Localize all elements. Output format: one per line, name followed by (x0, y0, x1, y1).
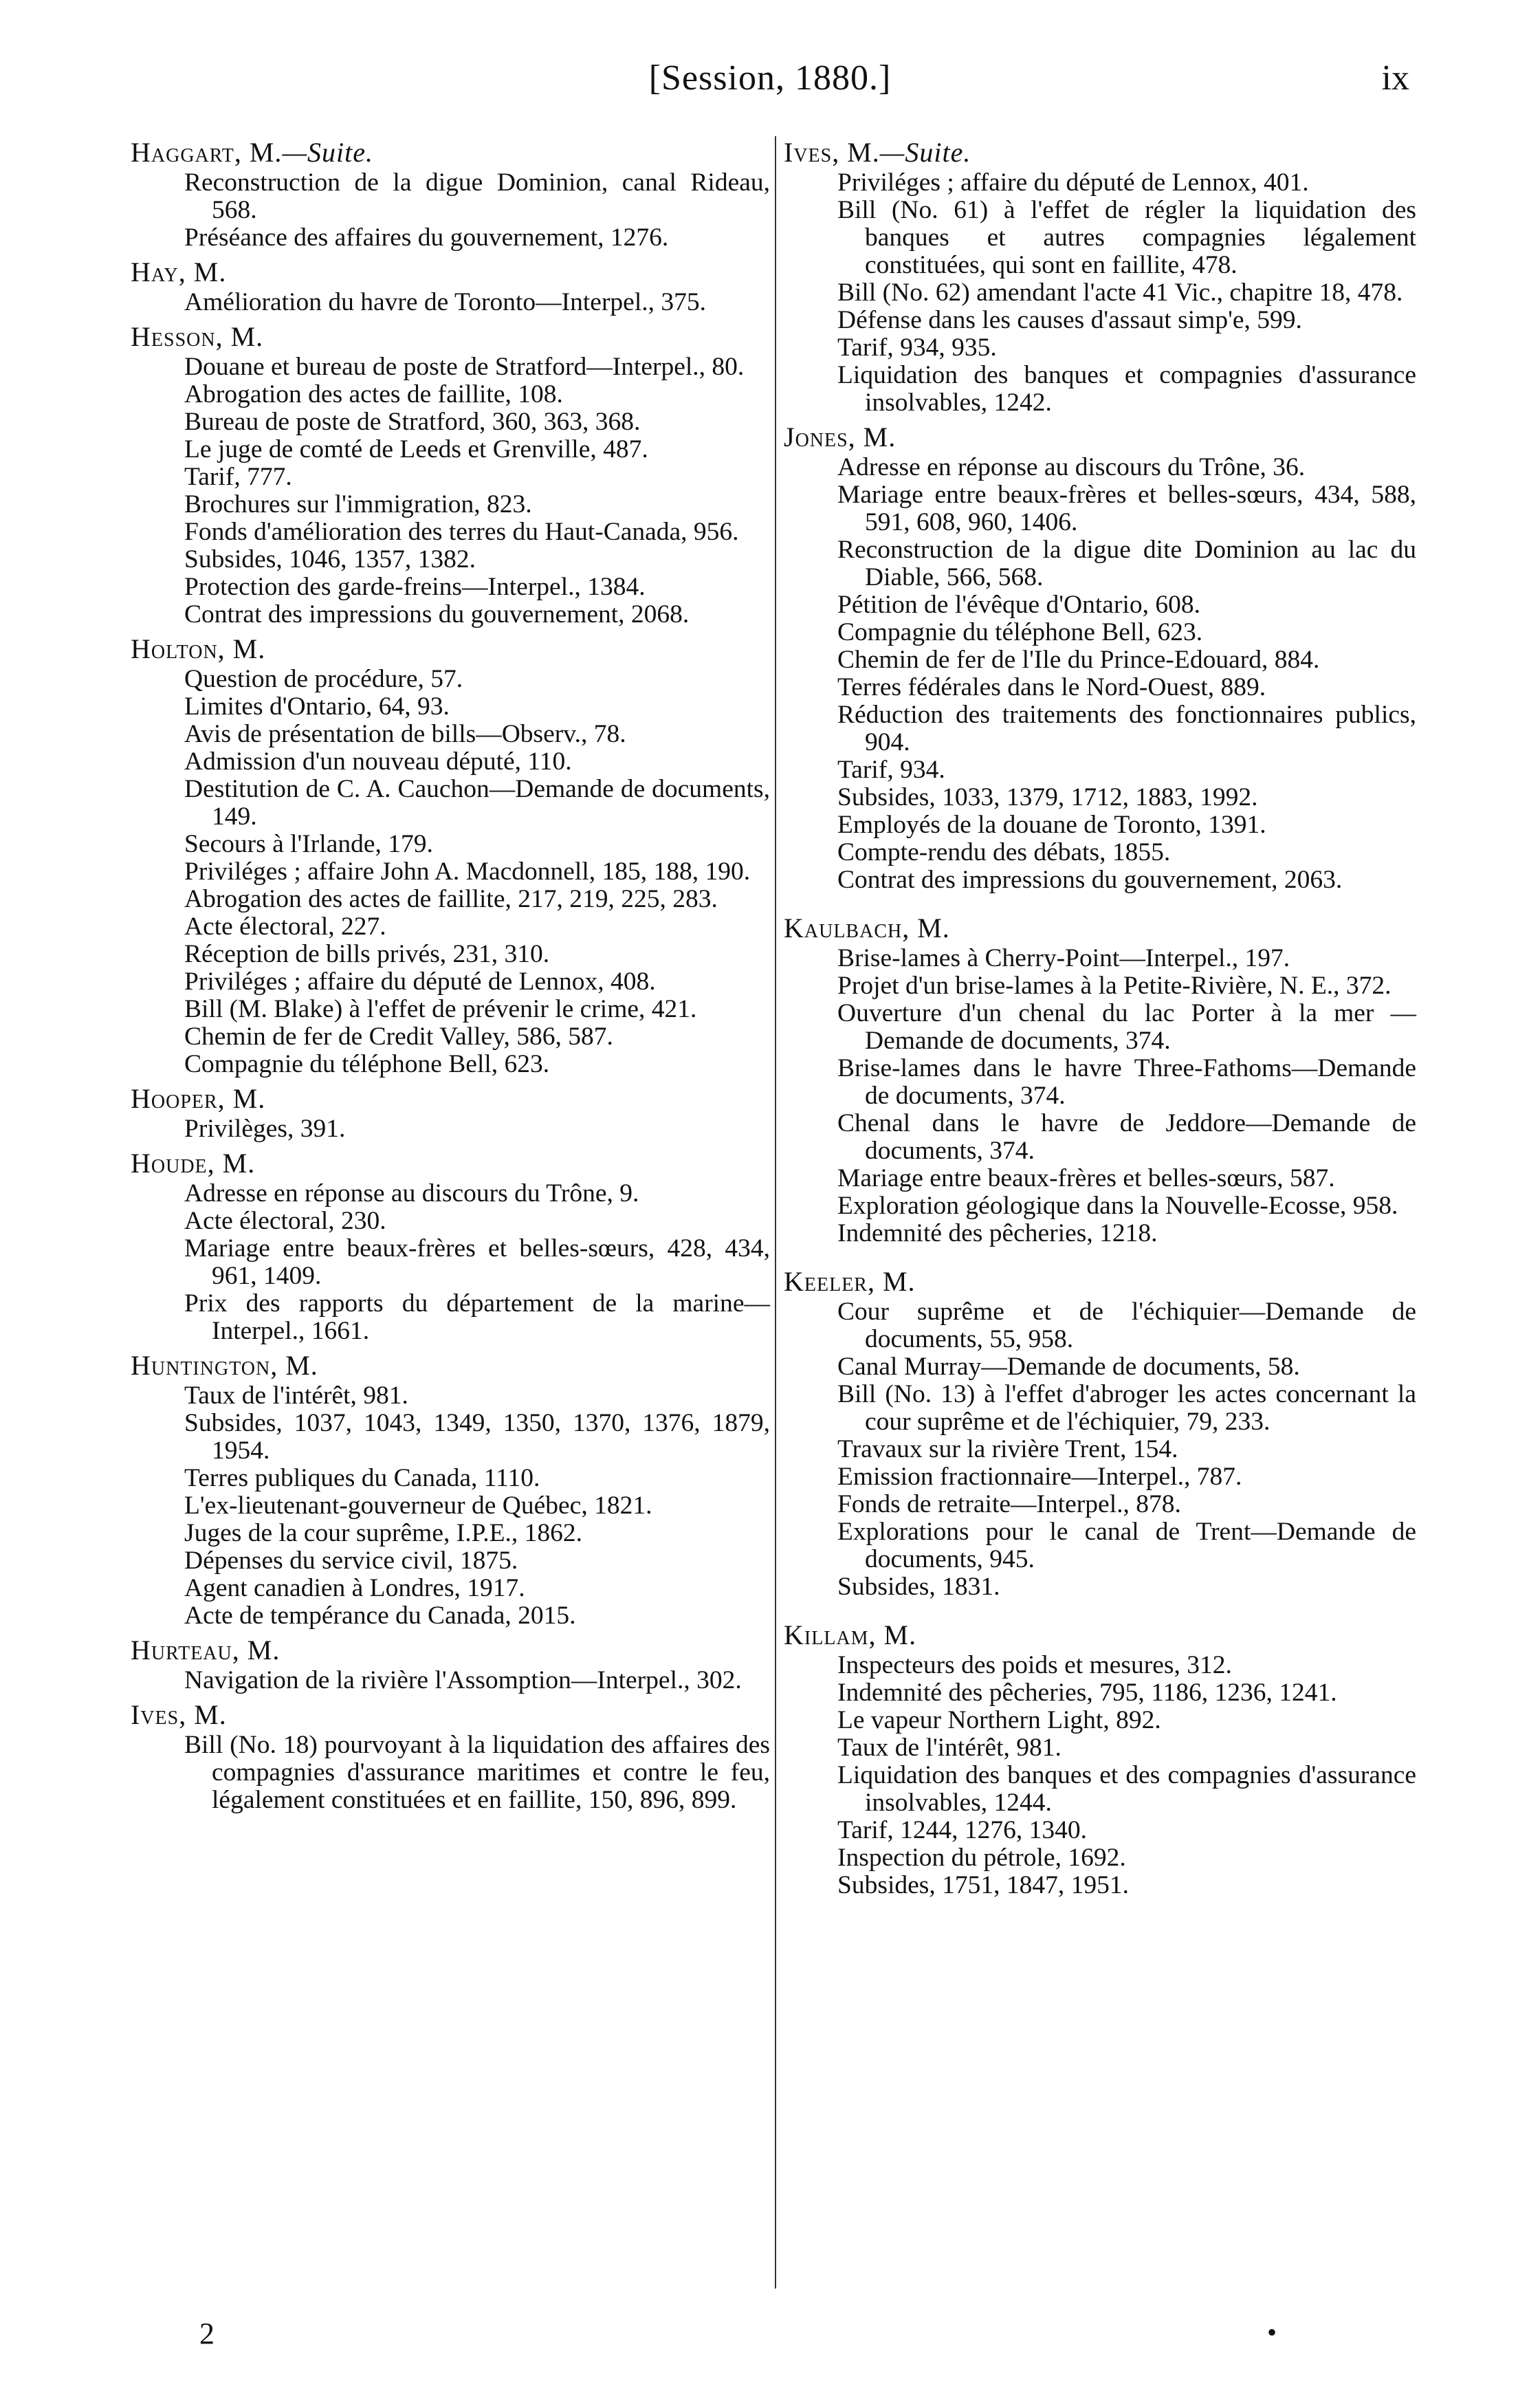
entry-item: Priviléges ; affaire du député de Lennox, 401. (837, 168, 1309, 197)
index-entry (784, 136, 1416, 417)
entry-name (131, 1634, 770, 1667)
entry-item: Projet d'un brise-lames à la Petite-Rivière, N. E., 372. (837, 972, 1392, 1000)
index-entry (784, 1265, 1416, 1601)
entry-name (131, 256, 770, 289)
entry-item: Mariage entre beaux-frères et belles-sœurs, 587. (837, 1164, 1335, 1192)
right-column (784, 136, 1416, 1899)
member-name: Killam, M. (784, 1619, 917, 1650)
entry-item: Prix des rapports du département de la marine—Interpel., 1661. (184, 1289, 770, 1345)
index-entry (131, 256, 770, 316)
entry-item: Réception de bills privés, 231, 310. (184, 940, 550, 968)
entry-item: Subsides, 1046, 1357, 1382. (184, 545, 476, 574)
entry-item: Tarif, 934. (837, 756, 945, 784)
entry-item: Bill (M. Blake) à l'effet de prévenir le crime, 421. (184, 995, 697, 1023)
entry-item: Reconstruction de la digue Dominion, canal Rideau, 568. (184, 168, 770, 224)
entry-item: Terres publiques du Canada, 1110. (184, 1464, 540, 1492)
entry-item: Juges de la cour suprême, I.P.E., 1862. (184, 1519, 583, 1547)
entry-item: Emission fractionnaire—Interpel., 787. (837, 1463, 1242, 1491)
member-name: Hurteau, M. (131, 1635, 280, 1666)
entry-item: Terres fédérales dans le Nord-Ouest, 889. (837, 673, 1266, 701)
index-entry (131, 1634, 770, 1694)
entry-item: Priviléges ; affaire du député de Lennox, 408. (184, 968, 656, 996)
entry-name (784, 1619, 1416, 1652)
entry-item: Brise-lames dans le havre Three-Fathoms—Demande de documents, 374. (837, 1054, 1416, 1110)
session-title: [Session, 1880.] (648, 58, 892, 98)
index-entry (131, 1082, 770, 1143)
entry-item: Tarif, 1244, 1276, 1340. (837, 1816, 1087, 1844)
entry-item: Préséance des affaires du gouvernement, 1276. (184, 223, 669, 252)
member-name: Haggart, M. (131, 137, 283, 168)
member-name: Jones, M. (784, 422, 896, 452)
index-entry (131, 1699, 770, 1814)
suite-label: —Suite. (282, 137, 373, 168)
entry-item: Défense dans les causes d'assaut simp'e, 599. (837, 306, 1302, 334)
entry-item: Acte électoral, 230. (184, 1207, 386, 1235)
member-name: Ives, M. (131, 1699, 227, 1730)
entry-item: Subsides, 1033, 1379, 1712, 1883, 1992. (837, 783, 1258, 811)
entry-item: Chemin de fer de Credit Valley, 586, 587. (184, 1023, 613, 1051)
entry-item: Explorations pour le canal de Trent—Demande de documents, 945. (837, 1518, 1416, 1573)
entry-item: Compagnie du téléphone Bell, 623. (184, 1050, 550, 1078)
entry-item: Pétition de l'évêque d'Ontario, 608. (837, 591, 1200, 619)
entry-item: Contrat des impressions du gouvernement, 2068. (184, 600, 690, 629)
entry-item: Dépenses du service civil, 1875. (184, 1547, 518, 1575)
entry-item: Privilèges, 391. (184, 1115, 346, 1143)
member-name: Keeler, M. (784, 1266, 916, 1297)
entry-name (131, 136, 770, 169)
entry-item: Fonds de retraite—Interpel., 878. (837, 1490, 1181, 1518)
column-divider (775, 136, 776, 2289)
index-entry (784, 1619, 1416, 1899)
entry-item: Abrogation des actes de faillite, 217, 219, 225, 283. (184, 885, 718, 913)
member-name: Hesson, M. (131, 321, 264, 352)
entry-item: Acte de tempérance du Canada, 2015. (184, 1602, 576, 1630)
entry-item: Liquidation des banques et compagnies d'assurance insolvables, 1242. (837, 361, 1416, 417)
entry-item: Bill (No. 18) pourvoyant à la liquidation des affaires des compagnies d'assurance maritimes et contre le feu, légalement constituées et en faillite, 150, 896, 899. (184, 1731, 770, 1814)
entry-name (131, 1082, 770, 1115)
entry-item: Reconstruction de la digue dite Dominion au lac du Diable, 566, 568. (837, 536, 1416, 591)
entry-item: Acte électoral, 227. (184, 913, 386, 941)
entry-item: Douane et bureau de poste de Stratford—Interpel., 80. (184, 353, 745, 381)
member-name: Hooper, M. (131, 1083, 266, 1114)
index-entry (131, 1147, 770, 1345)
entry-item: Agent canadien à Londres, 1917. (184, 1574, 525, 1602)
entry-name (131, 1147, 770, 1180)
index-entry (131, 633, 770, 1078)
entry-item: Le juge de comté de Leeds et Grenville, 487. (184, 435, 648, 463)
entry-item: Inspecteurs des poids et mesures, 312. (837, 1651, 1232, 1679)
index-entry (131, 136, 770, 252)
entry-item: Subsides, 1831. (837, 1573, 1000, 1601)
page-header (0, 55, 1540, 110)
index-entry (131, 1349, 770, 1630)
entry-item: Taux de l'intérêt, 981. (184, 1382, 408, 1410)
entry-item: Le vapeur Northern Light, 892. (837, 1706, 1161, 1734)
entry-item: Fonds d'amélioration des terres du Haut-Canada, 956. (184, 518, 739, 546)
footer-dot: • (1267, 2317, 1277, 2348)
entry-item: L'ex-lieutenant-gouverneur de Québec, 1821. (184, 1492, 652, 1520)
entry-item: Avis de présentation de bills—Observ., 78. (184, 720, 626, 748)
entry-item: Brochures sur l'immigration, 823. (184, 490, 532, 518)
entry-item: Taux de l'intérêt, 981. (837, 1734, 1062, 1762)
entry-item: Liquidation des banques et des compagnies d'assurance insolvables, 1244. (837, 1761, 1416, 1817)
entry-item: Bureau de poste de Stratford, 360, 363, 368. (184, 408, 641, 436)
member-name: Huntington, M. (131, 1350, 318, 1381)
entry-item: Adresse en réponse au discours du Trône, 9. (184, 1179, 639, 1208)
entry-item: Question de procédure, 57. (184, 665, 463, 693)
entry-item: Employés de la douane de Toronto, 1391. (837, 811, 1266, 839)
entry-item: Tarif, 777. (184, 463, 292, 491)
member-name: Ives, M. (784, 137, 880, 168)
entry-item: Réduction des traitements des fonctionnaires publics, 904. (837, 701, 1416, 756)
entry-item: Exploration géologique dans la Nouvelle-Ecosse, 958. (837, 1192, 1398, 1220)
index-entry (131, 320, 770, 629)
entry-item: Compte-rendu des débats, 1855. (837, 838, 1171, 866)
entry-item: Inspection du pétrole, 1692. (837, 1844, 1126, 1872)
entry-item: Canal Murray—Demande de documents, 58. (837, 1353, 1300, 1381)
entry-name (784, 136, 1416, 169)
entry-item: Brise-lames à Cherry-Point—Interpel., 197. (837, 944, 1290, 972)
entry-item: Abrogation des actes de faillite, 108. (184, 380, 563, 408)
entry-item: Amélioration du havre de Toronto—Interpel., 375. (184, 288, 706, 316)
entry-name (131, 320, 770, 353)
suite-label: —Suite. (879, 137, 971, 168)
entry-item: Compagnie du téléphone Bell, 623. (837, 618, 1203, 646)
entry-item: Indemnité des pêcheries, 795, 1186, 1236, 1241. (837, 1679, 1337, 1707)
entry-name (131, 1699, 770, 1732)
entry-item: Subsides, 1751, 1847, 1951. (837, 1871, 1129, 1899)
entry-item: Bill (No. 62) amendant l'acte 41 Vic., chapitre 18, 478. (837, 279, 1403, 307)
member-name: Kaulbach, M. (784, 913, 950, 943)
entry-item: Limites d'Ontario, 64, 93. (184, 692, 450, 721)
entry-item: Chemin de fer de l'Ile du Prince-Edouard, 884. (837, 646, 1320, 674)
entry-item: Bill (No. 13) à l'effet d'abroger les actes concernant la cour suprême et de l'échiquier, 79, 233. (837, 1380, 1416, 1436)
entry-item: Admission d'un nouveau député, 110. (184, 747, 572, 776)
entry-item: Tarif, 934, 935. (837, 334, 997, 362)
entry-item: Secours à l'Irlande, 179. (184, 830, 433, 858)
entry-item: Protection des garde-freins—Interpel., 1384. (184, 573, 646, 601)
entry-item: Mariage entre beaux-frères et belles-sœurs, 428, 434, 961, 1409. (184, 1234, 770, 1290)
entry-item: Ouverture d'un chenal du lac Porter à la mer —Demande de documents, 374. (837, 999, 1416, 1055)
entry-name (131, 1349, 770, 1382)
entry-item: Contrat des impressions du gouvernement, 2063. (837, 866, 1343, 894)
entry-item: Travaux sur la rivière Trent, 154. (837, 1435, 1178, 1463)
member-name: Holton, M. (131, 633, 266, 664)
entry-name (784, 421, 1416, 454)
left-column (131, 136, 770, 1814)
entry-item: Indemnité des pêcheries, 1218. (837, 1219, 1158, 1247)
entry-item: Navigation de la rivière l'Assomption—Interpel., 302. (184, 1666, 742, 1694)
entry-name (784, 1265, 1416, 1298)
index-entry (784, 421, 1416, 894)
entry-item: Subsides, 1037, 1043, 1349, 1350, 1370, 1376, 1879, 1954. (184, 1409, 770, 1465)
entry-item: Priviléges ; affaire John A. Macdonnell, 185, 188, 190. (184, 858, 751, 886)
entry-item: Adresse en réponse au discours du Trône, 36. (837, 453, 1306, 481)
entry-item: Cour suprême et de l'échiquier—Demande de documents, 55, 958. (837, 1298, 1416, 1353)
entry-item: Bill (No. 61) à l'effet de régler la liquidation des banques et autres compagnies légalement constituées, qui sont en faillite, 478. (837, 196, 1416, 279)
page-number: ix (1381, 58, 1409, 98)
entry-item: Mariage entre beaux-frères et belles-sœurs, 434, 588, 591, 608, 960, 1406. (837, 481, 1416, 536)
entry-item: Destitution de C. A. Cauchon—Demande de documents, 149. (184, 775, 770, 831)
member-name: Houde, M. (131, 1148, 256, 1179)
entry-name (784, 912, 1416, 945)
index-entry (784, 912, 1416, 1247)
entry-item: Chenal dans le havre de Jeddore—Demande de documents, 374. (837, 1109, 1416, 1165)
entry-name (131, 633, 770, 666)
member-name: Hay, M. (131, 256, 227, 287)
signature-mark: 2 (199, 2317, 214, 2350)
